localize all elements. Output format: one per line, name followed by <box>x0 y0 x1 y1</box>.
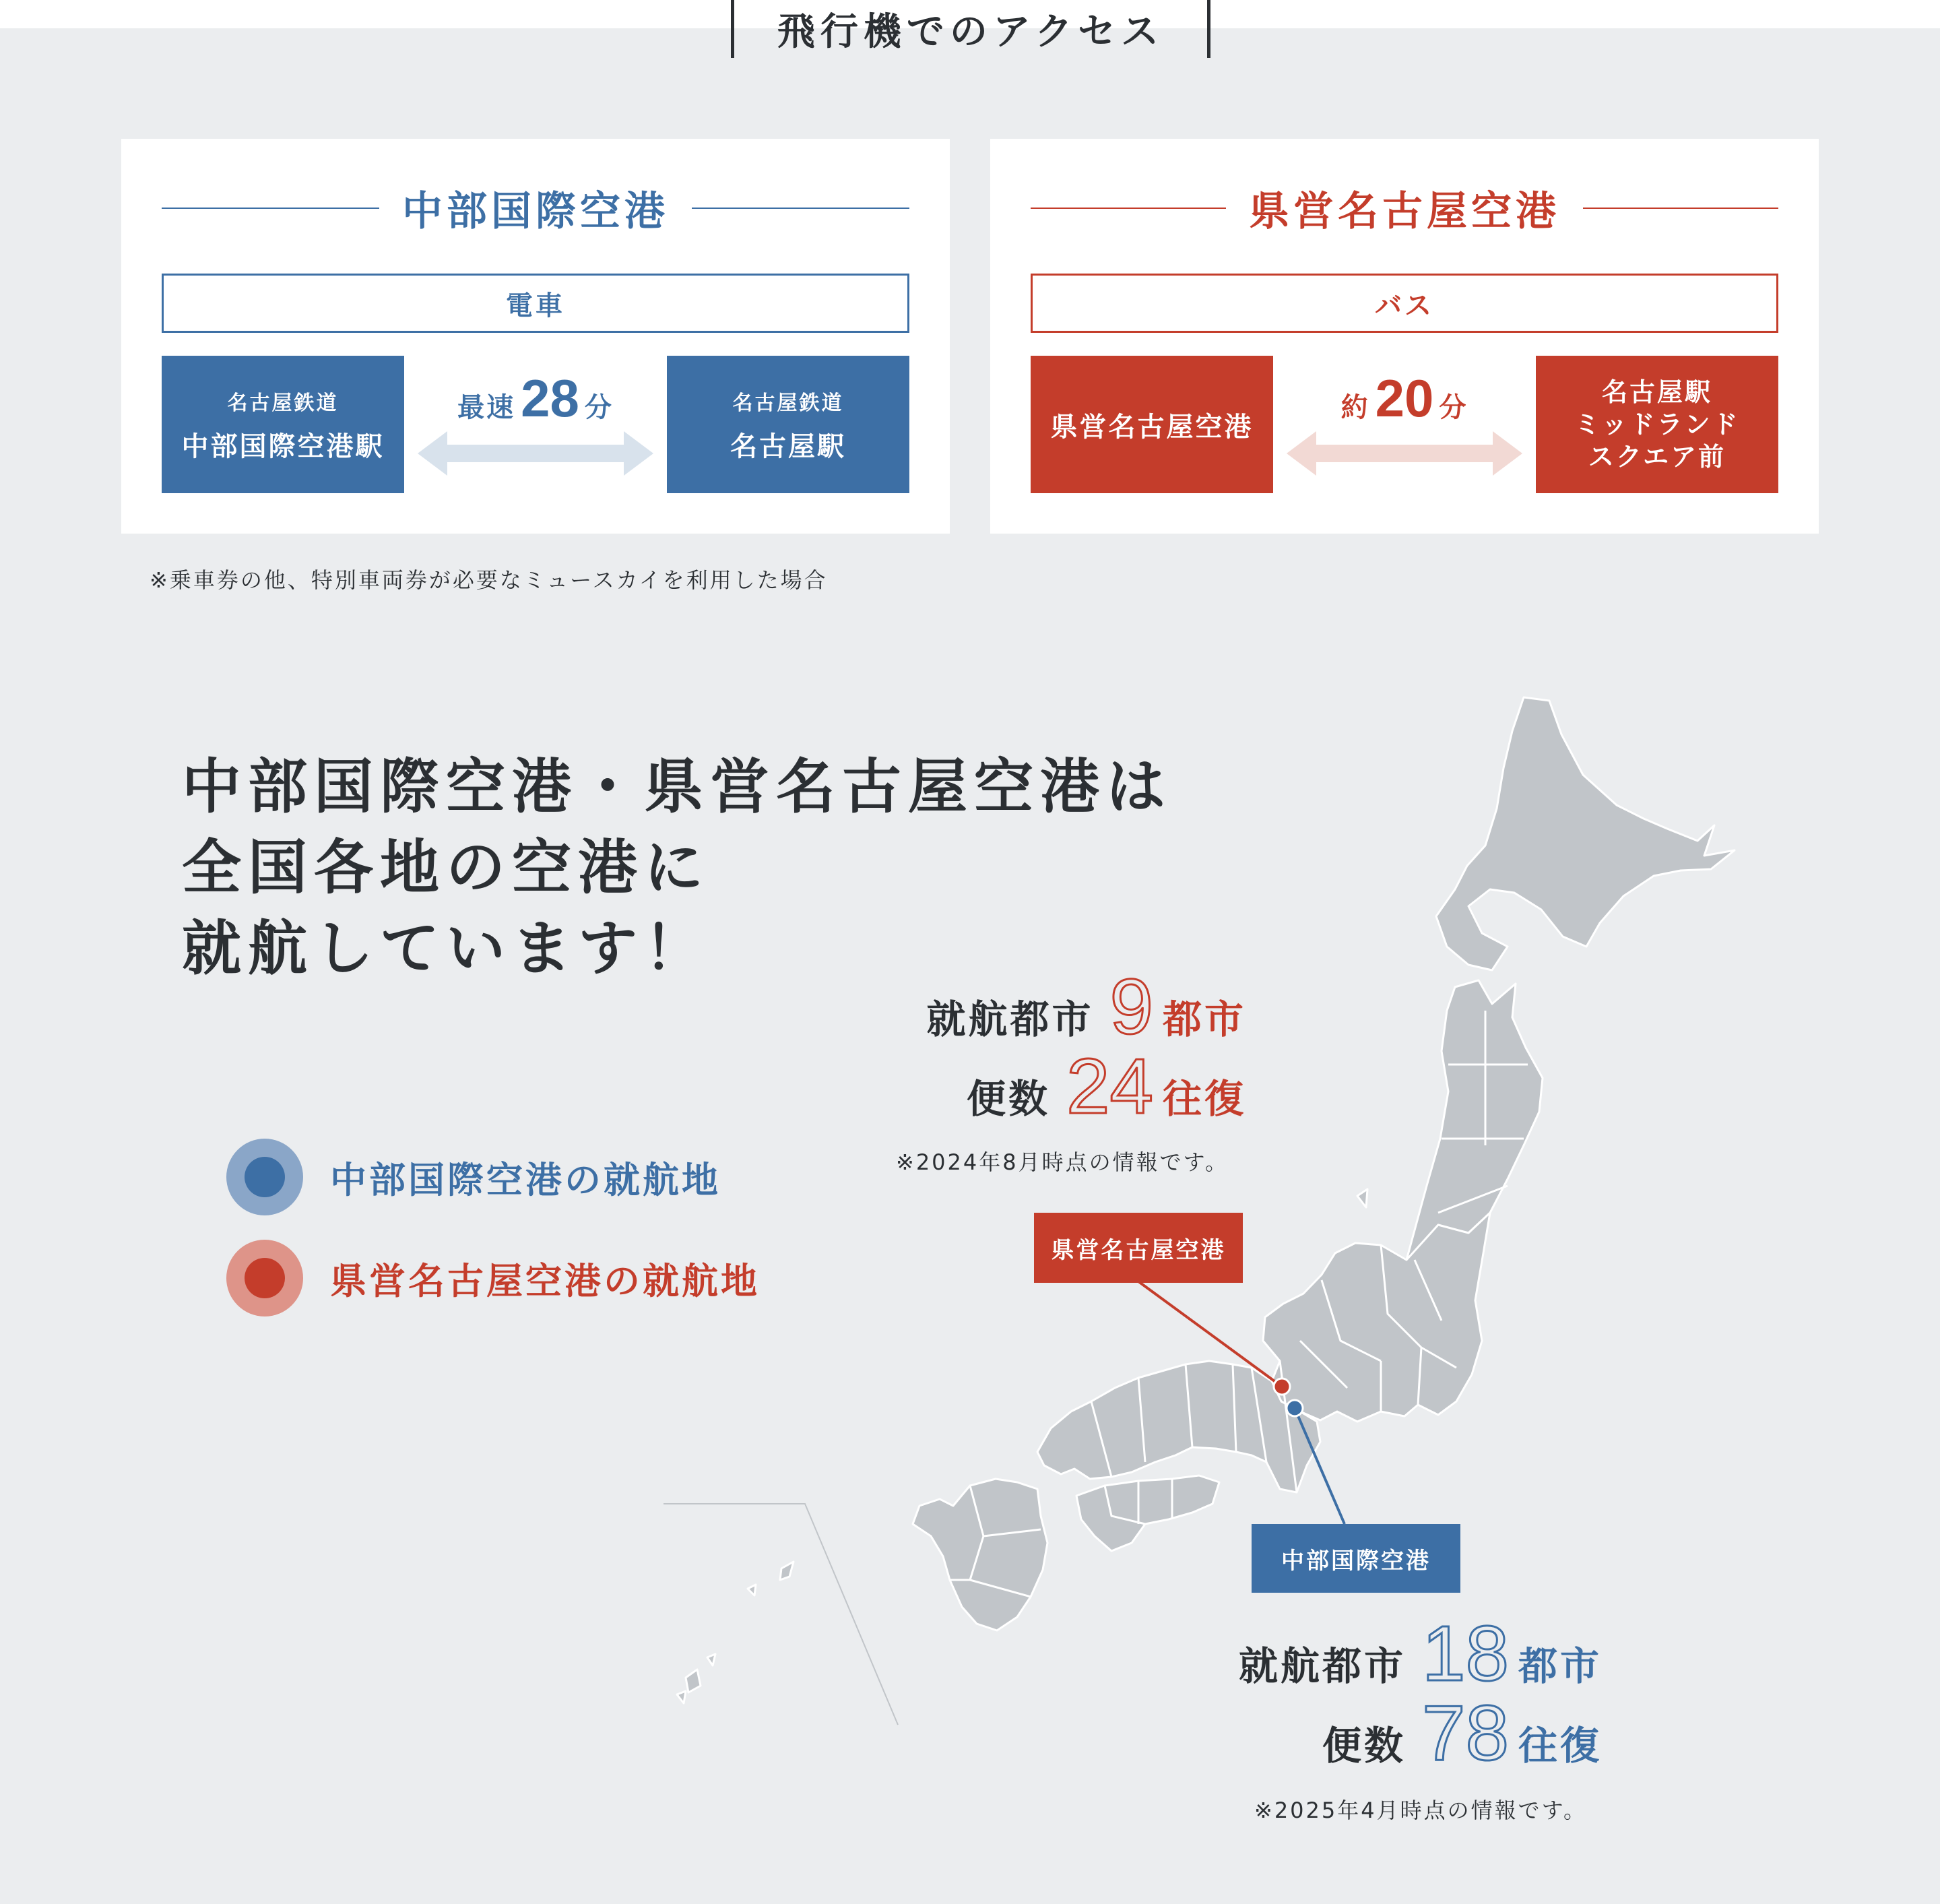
chubu-cities-row <box>1238 1610 1602 1697</box>
to-station-name-line1: 名古屋駅 <box>1601 377 1712 407</box>
cities-unit: 都市 <box>1162 996 1246 1042</box>
cities-label: 就航都市 <box>926 996 1094 1042</box>
sado-island <box>1357 1189 1367 1207</box>
nansei-island <box>677 1691 686 1703</box>
from-station-line: 名古屋鉄道 <box>227 391 339 415</box>
nagoya-stats-note: ※2024年8月時点の情報です。 <box>896 1149 1229 1175</box>
to-station-name-line3: スクエア前 <box>1588 442 1726 472</box>
flights-unit: 往復 <box>1162 1076 1246 1122</box>
nagoya-transport-mode: バス <box>1031 274 1778 333</box>
nagoya-airport-marker <box>1274 1378 1290 1395</box>
shikoku-shape <box>1076 1475 1219 1551</box>
time-prefix: 約 <box>1340 392 1370 423</box>
time-prefix: 最速 <box>457 392 516 423</box>
section-title: 飛行機でのアクセス <box>731 0 1210 58</box>
legend-label: 中部国際空港の就航地 <box>330 1158 721 1201</box>
nagoya-flights-row <box>926 1042 1246 1130</box>
from-station-name: 中部国際空港駅 <box>181 431 385 462</box>
nagoya-map-tag: 県営名古屋空港 <box>1034 1213 1243 1283</box>
chubu-stats <box>1238 1610 1602 1777</box>
from-station-name: 県営名古屋空港 <box>1050 411 1254 443</box>
inset-divider <box>664 1504 898 1725</box>
cities-label: 就航都市 <box>1238 1643 1406 1689</box>
to-station-name-line2: ミッドランド <box>1574 410 1740 439</box>
nansei-island <box>748 1585 756 1595</box>
headline-line1: 中部国際空港・県営名古屋空港は <box>182 752 1173 821</box>
honshu-center-shape <box>1263 1213 1490 1422</box>
flights-label: 便数 <box>966 1076 1050 1122</box>
chubu-transport-mode: 電車 <box>162 274 909 333</box>
nagoya-cities-row <box>926 963 1246 1050</box>
chubu-map-tag: 中部国際空港 <box>1252 1524 1460 1593</box>
to-station-line: 名古屋鉄道 <box>732 391 844 415</box>
time-unit: 分 <box>1439 392 1468 423</box>
time-unit: 分 <box>584 392 614 423</box>
time-value: 28 <box>521 369 579 428</box>
flights-label: 便数 <box>1322 1723 1406 1769</box>
headline-line3: 就航しています！ <box>182 914 711 983</box>
train-footnote: ※乗車券の他、特別車両券が必要なミュースカイを利用した場合 <box>150 567 828 593</box>
nansei-island <box>780 1562 794 1580</box>
chubu-flights-row <box>1239 1689 1602 1777</box>
tohoku-shape <box>1406 980 1543 1260</box>
kyushu-shape <box>913 1479 1047 1630</box>
legend-label: 県営名古屋空港の就航地 <box>330 1259 760 1302</box>
chubu-card-title: 中部国際空港 <box>402 188 669 235</box>
flights-unit: 往復 <box>1518 1723 1602 1769</box>
nansei-island <box>686 1670 701 1692</box>
cities-value: 9 <box>1109 963 1153 1050</box>
hokkaido-shape <box>1436 697 1735 970</box>
chubu-stats-note: ※2025年4月時点の情報です。 <box>1254 1798 1588 1823</box>
cities-unit: 都市 <box>1518 1643 1602 1689</box>
to-station-name: 名古屋駅 <box>730 431 846 462</box>
headline-line2: 全国各地の空港に <box>182 833 711 902</box>
nansei-island <box>707 1654 715 1665</box>
flights-value: 24 <box>1066 1042 1153 1130</box>
flights-value: 78 <box>1421 1689 1509 1777</box>
chubu-airport-marker <box>1287 1400 1303 1416</box>
time-value: 20 <box>1375 369 1434 428</box>
nagoya-card-title: 県営名古屋空港 <box>1249 188 1560 235</box>
nagoya-stats <box>926 963 1246 1130</box>
cities-value: 18 <box>1421 1610 1509 1697</box>
